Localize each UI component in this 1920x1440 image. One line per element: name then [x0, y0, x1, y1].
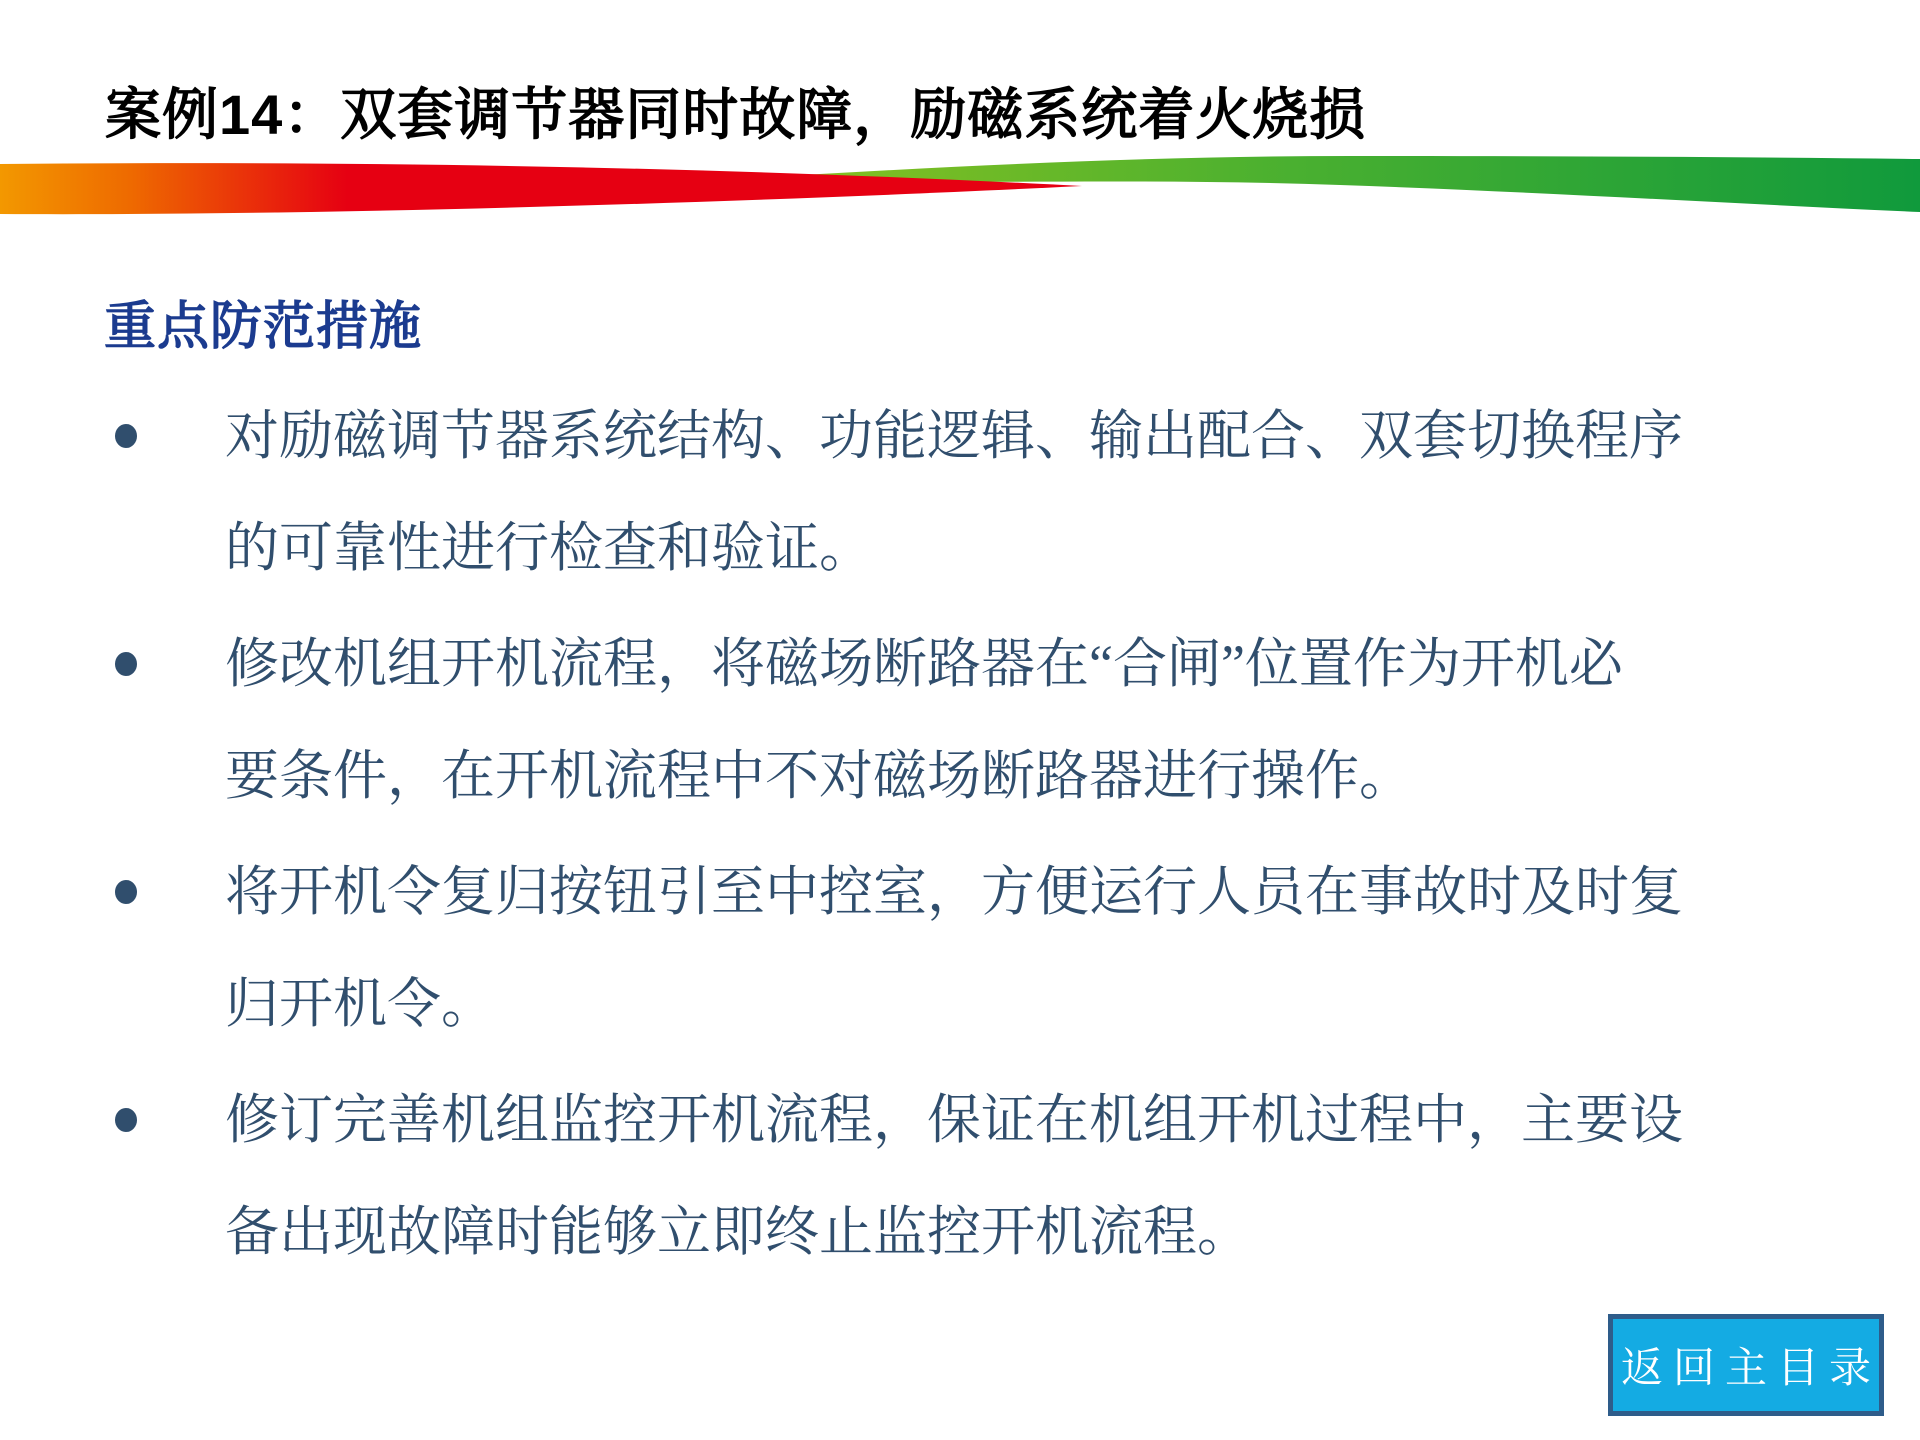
wave-ribbon-graphic [0, 140, 1920, 220]
bullet-dot-icon [115, 1108, 137, 1132]
bullet-list [105, 380, 1785, 1292]
bullet-item [105, 836, 1785, 1060]
bullet-text [225, 1064, 1785, 1288]
bullet-dot-icon [115, 424, 137, 448]
page-title: 案例14：双套调节器同时故障，励磁系统着火烧损 [105, 83, 1367, 146]
bullet-dot-icon [115, 880, 137, 904]
bullet-item [105, 1064, 1785, 1288]
bullet-line: 对励磁调节器系统结构、功能逻辑、输出配合、双套切换程序 [225, 406, 1683, 466]
back-button-label: 返回主目录 [1621, 1346, 1882, 1392]
back-to-main-menu-button[interactable] [1608, 1314, 1884, 1416]
bullet-line: 归开机令。 [225, 974, 495, 1034]
bullet-item [105, 608, 1785, 832]
bullet-dot-icon [115, 652, 137, 676]
bullet-item [105, 380, 1785, 604]
bullet-line: 要条件，在开机流程中不对磁场断路器进行操作。 [225, 746, 1413, 806]
bullet-line: 备出现故障时能够立即终止监控开机流程。 [225, 1202, 1251, 1262]
bullet-line: 的可靠性进行检查和验证。 [225, 518, 873, 578]
section-heading: 重点防范措施 [104, 298, 423, 356]
bullet-line: 修订完善机组监控开机流程，保证在机组开机过程中，主要设 [225, 1090, 1683, 1150]
bullet-line: 将开机令复归按钮引至中控室，方便运行人员在事故时及时复 [225, 862, 1683, 922]
bullet-line: 修改机组开机流程，将磁场断路器在“合闸”位置作为开机必 [225, 634, 1623, 694]
bullet-text [225, 608, 1785, 832]
bullet-text [225, 380, 1785, 604]
bullet-text [225, 836, 1785, 1060]
